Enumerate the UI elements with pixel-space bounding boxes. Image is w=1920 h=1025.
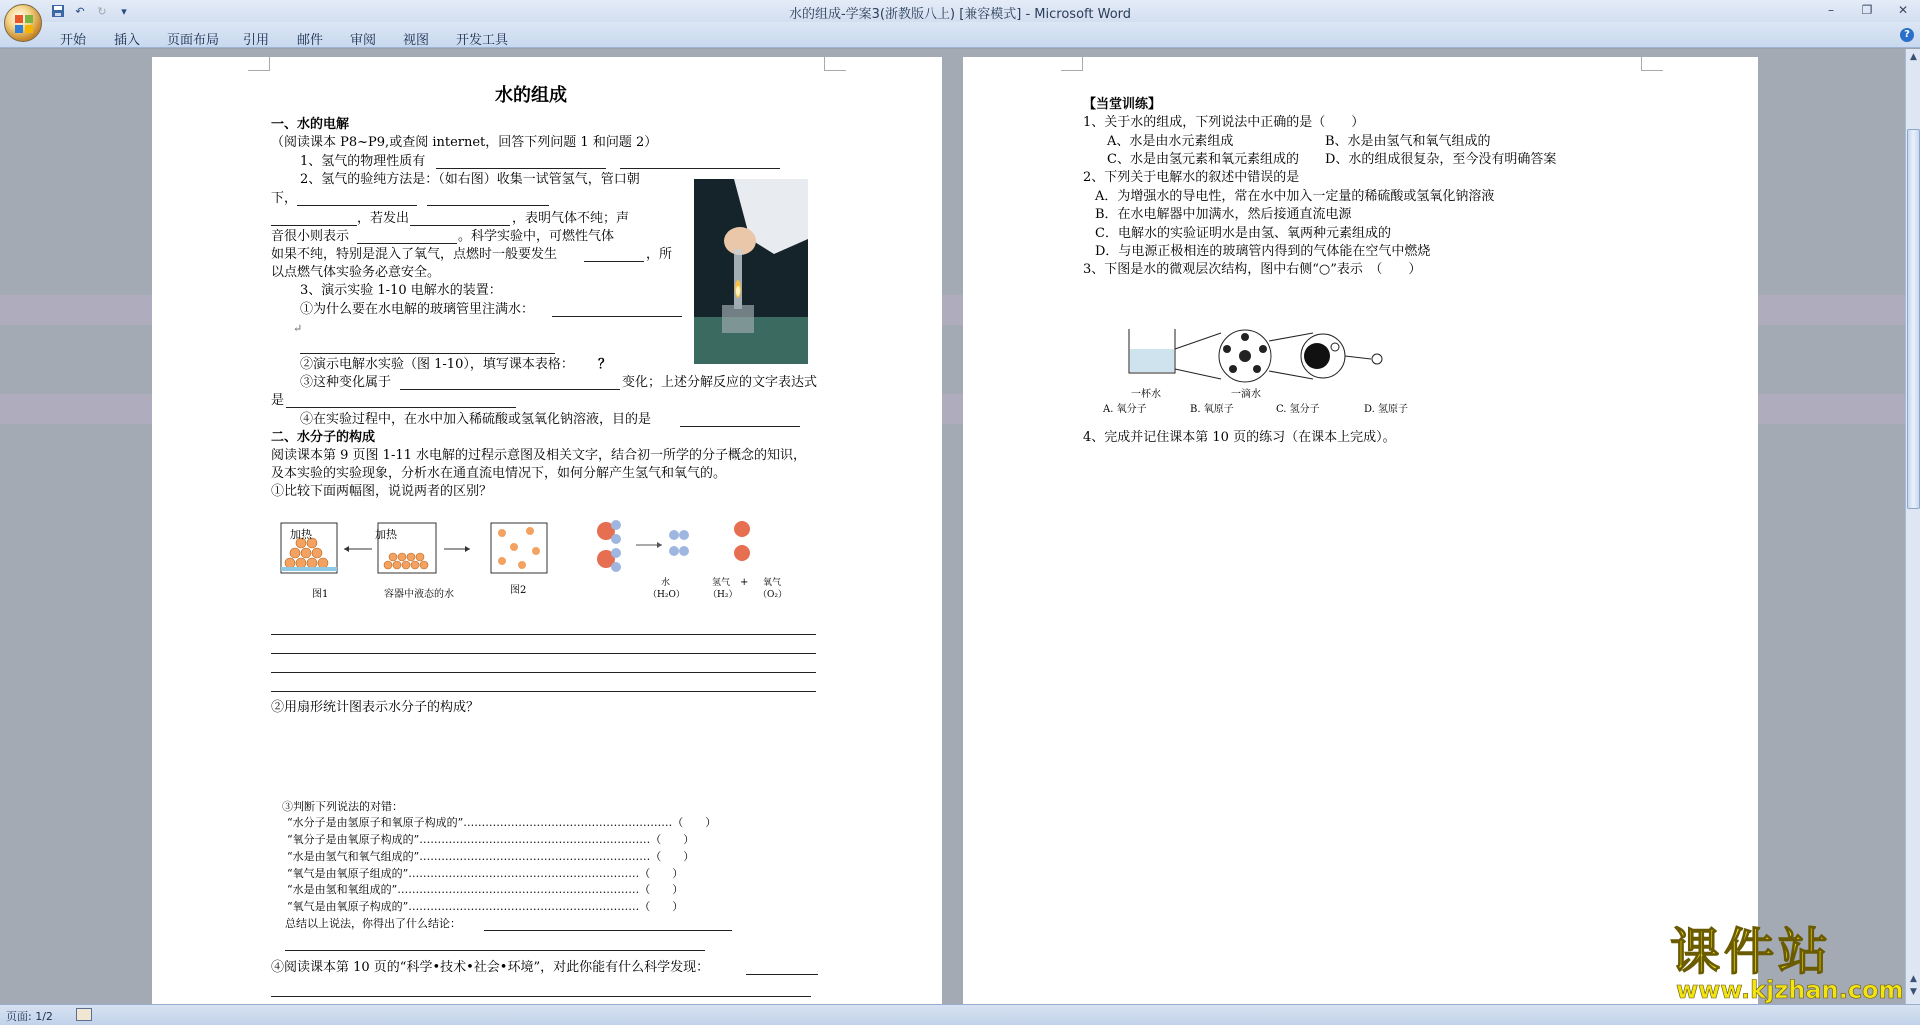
answer-blank xyxy=(680,426,800,427)
judge-item: “水分子是由氢原子和氧原子构成的”…………………………………………………（ ） xyxy=(287,816,717,829)
question-text: 变化；上述分解反应的文字表达式 xyxy=(622,375,818,390)
judge-heading: ③判断下列说法的对错： xyxy=(282,800,403,813)
undo-icon[interactable]: ↶ xyxy=(75,4,85,18)
watermark-logo xyxy=(1670,924,1910,1004)
title-bar xyxy=(0,0,1920,22)
hydrogen-test-photo xyxy=(694,179,808,364)
question-text: 3、演示实验 1-10 电解水的装置： xyxy=(300,283,502,298)
question-text: 1、关于水的组成，下列说法中正确的是（ ） xyxy=(1083,115,1365,130)
answer-blank xyxy=(300,353,555,354)
figure-caption: 图2 xyxy=(510,585,527,596)
answer-line xyxy=(271,672,816,673)
question-text: 2、下列关于电解水的叙述中错误的是 xyxy=(1083,170,1300,185)
ribbon-tabs xyxy=(0,22,1920,48)
option-text: C．电解水的实验证明水是由氢、氧两种元素组成的 xyxy=(1095,226,1391,241)
minimize-icon[interactable]: – xyxy=(1828,3,1834,17)
page-1[interactable] xyxy=(152,57,942,1004)
judge-item: “氧分子是由氧原子构成的”………………………………………………………（ ） xyxy=(287,833,695,846)
paragraph: （阅读课本 P8~P9,或查阅 internet，回答下列问题 1 和问题 2） xyxy=(271,135,658,150)
question-text: ④阅读课本第 10 页的“科学•技术•社会•环境”，对此你能有什么科学发现： xyxy=(271,960,710,975)
question-text: 3、下图是水的微观层次结构，图中右侧“○”表示 （ ） xyxy=(1083,262,1422,277)
electrolysis-molecule-diagram xyxy=(592,517,772,577)
window-controls xyxy=(1820,2,1914,18)
figure-label: 氢气 xyxy=(712,578,731,588)
question-text: ③这种变化属于 xyxy=(300,375,392,390)
answer-blank xyxy=(746,974,818,975)
answer-line xyxy=(285,950,705,951)
figure-label: 一滴水 xyxy=(1231,389,1261,400)
office-button[interactable] xyxy=(4,4,42,42)
answer-line xyxy=(271,653,816,654)
tab-references[interactable]: 引用 xyxy=(243,33,270,48)
question-text: 1、氢气的物理性质有 xyxy=(300,154,426,169)
figure-label: 氧气 xyxy=(763,578,782,588)
paragraph-mark: ↵ xyxy=(293,322,303,335)
option-label: B. 氧原子 xyxy=(1190,404,1234,415)
water-vapor-box xyxy=(490,519,550,577)
customize-qat-icon[interactable]: ▾ xyxy=(121,4,127,18)
redo-icon[interactable]: ↻ xyxy=(97,4,107,18)
answer-blank xyxy=(400,389,620,390)
answer-blank xyxy=(271,225,357,226)
option-text: B．在水电解器中加满水，然后接通直流电源 xyxy=(1095,207,1352,222)
answer-blank xyxy=(297,205,417,206)
question-text: 如果不纯，特别是混入了氧气，点燃时一般要发生 xyxy=(271,247,558,262)
option-label: A. 氧分子 xyxy=(1103,404,1147,415)
tab-developer[interactable]: 开发工具 xyxy=(456,33,509,48)
page-indicator[interactable]: 页面: 1/2 xyxy=(6,1010,53,1023)
next-page-icon[interactable]: ▼ xyxy=(1910,987,1917,997)
option-label: D. 氢原子 xyxy=(1364,404,1409,415)
judge-item: “氧气是由氧原子构成的”………………………………………………………（ ） xyxy=(287,900,684,913)
section-heading: 二、水分子的构成 xyxy=(271,430,376,445)
question-text: ，所 xyxy=(646,247,673,262)
answer-blank xyxy=(286,407,516,408)
judge-item: “水是由氢和氧组成的”…………………………………………………………（ ） xyxy=(287,883,684,896)
tab-insert[interactable]: 插入 xyxy=(114,33,141,48)
paragraph: 及本实验的实验现象，分析水在通直流电情况下，如何分解产生氢气和氧气的。 xyxy=(271,466,727,481)
question-text: 下， xyxy=(271,191,298,206)
corner-mark xyxy=(1641,57,1663,71)
figure-label: （H₂） xyxy=(708,590,738,600)
summary-text: 总结以上说法，你得出了什么结论： xyxy=(285,917,461,930)
window-title: 水的组成-学案3(浙教版八上) [兼容模式] - Microsoft Word xyxy=(788,7,1132,22)
question-text: 4、完成并记住课本第 10 页的练习（在课本上完成）。 xyxy=(1083,430,1396,445)
corner-mark xyxy=(824,57,846,71)
answer-line xyxy=(484,930,732,931)
answer-blank xyxy=(357,243,457,244)
question-text: ④在实验过程中，在水中加入稀硫酸或氢氧化钠溶液，目的是 xyxy=(300,412,652,427)
watermark-text: 课件站 xyxy=(1670,923,1832,981)
figure-label: 加热 xyxy=(375,528,397,541)
status-bar xyxy=(0,1004,1920,1025)
question-text: 2、氢气的验纯方法是：（如右图）收集一试管氢气，管口朝 xyxy=(300,172,640,187)
scroll-up-icon[interactable]: ▲ xyxy=(1910,52,1917,62)
prev-page-icon[interactable]: ▲ xyxy=(1910,974,1917,984)
figure-label: 水 xyxy=(661,578,671,588)
save-icon[interactable] xyxy=(50,3,66,19)
section-heading: 一、水的电解 xyxy=(271,117,350,132)
answer-blank xyxy=(427,205,549,206)
judge-item: “水是由氢气和氧气组成的”………………………………………………………（ ） xyxy=(287,850,695,863)
close-icon[interactable]: ✕ xyxy=(1897,3,1909,17)
answer-blank xyxy=(410,225,510,226)
option-text: A、水是由水元素组成 xyxy=(1107,134,1234,149)
tab-view[interactable]: 视图 xyxy=(403,33,430,48)
question-text: 以点燃气体实验务必意安全。 xyxy=(271,265,441,280)
option-text: A．为增强水的导电性，常在水中加入一定量的稀硫酸或氢氧化钠溶液 xyxy=(1095,189,1495,204)
page-title: 水的组成 xyxy=(495,85,567,106)
question-text: ②演示电解水实验（图 1-10），填写课本表格： xyxy=(300,357,574,372)
judge-item: “氧气是由氧原子组成的”………………………………………………………（ ） xyxy=(287,867,684,880)
corner-mark xyxy=(248,57,270,71)
option-text: B、水是由氢气和氧气组成的 xyxy=(1325,134,1491,149)
question-mark: ？ xyxy=(598,357,612,372)
corner-mark xyxy=(1061,57,1083,71)
quick-access-toolbar xyxy=(50,2,132,20)
option-text: D．与电源正极相连的玻璃管内得到的气体能在空气中燃烧 xyxy=(1095,244,1431,259)
office-logo-icon xyxy=(14,14,34,34)
water-structure-diagram xyxy=(1123,327,1388,385)
question-text: 是 xyxy=(271,393,285,408)
answer-blank xyxy=(584,261,644,262)
answer-line xyxy=(271,634,816,635)
answer-blank xyxy=(436,168,606,169)
watermark-url: www.kjzhan.com xyxy=(1676,976,1904,1004)
tab-page-layout[interactable]: 页面布局 xyxy=(167,33,220,48)
tab-home[interactable]: 开始 xyxy=(60,33,87,48)
figure-label: （O₂） xyxy=(758,590,787,600)
help-icon[interactable]: ? xyxy=(1900,28,1914,42)
page-2[interactable] xyxy=(963,57,1758,1004)
answer-line xyxy=(271,691,816,692)
figure-label: （H₂O） xyxy=(648,590,685,600)
question-text: ②用扇形统计图表示水分子的构成？ xyxy=(271,700,480,715)
figure-label: + xyxy=(740,577,749,588)
figure-label: 加热 xyxy=(290,528,312,541)
figure-caption: 图1 xyxy=(312,589,329,600)
tab-mailings[interactable]: 邮件 xyxy=(297,33,324,48)
restore-icon[interactable]: ❐ xyxy=(1861,3,1873,17)
answer-line xyxy=(271,996,811,997)
question-text: ①比较下面两幅图，说说两者的区别？ xyxy=(271,484,493,499)
option-text: D、水的组成很复杂，至今没有明确答案 xyxy=(1325,152,1557,167)
question-text: 音很小则表示 xyxy=(271,229,350,244)
question-text: ，表明气体不纯；声 xyxy=(512,211,630,226)
option-text: C、水是由氢元素和氧元素组成的 xyxy=(1107,152,1299,167)
vertical-scrollbar[interactable] xyxy=(1905,49,1920,1004)
paragraph: 阅读课本第 9 页图 1-11 水电解的过程示意图及相关文字，结合初一所学的分子概念的知识， xyxy=(271,448,807,463)
answer-blank xyxy=(620,168,780,169)
question-text: 。科学实验中，可燃性气体 xyxy=(458,229,615,244)
option-label: C. 氢分子 xyxy=(1276,404,1320,415)
question-text: ，若发出 xyxy=(357,211,410,226)
proofing-icon[interactable] xyxy=(76,1008,92,1021)
figure-caption: 容器中液态的水 xyxy=(384,589,454,600)
tab-review[interactable]: 审阅 xyxy=(350,33,377,48)
figure-label: 一杯水 xyxy=(1131,389,1161,400)
section-heading: 【当堂训练】 xyxy=(1083,97,1162,112)
question-text: ①为什么要在水电解的玻璃管里注满水： xyxy=(300,302,535,317)
answer-blank xyxy=(552,316,682,317)
scrollbar-thumb[interactable] xyxy=(1907,129,1920,509)
